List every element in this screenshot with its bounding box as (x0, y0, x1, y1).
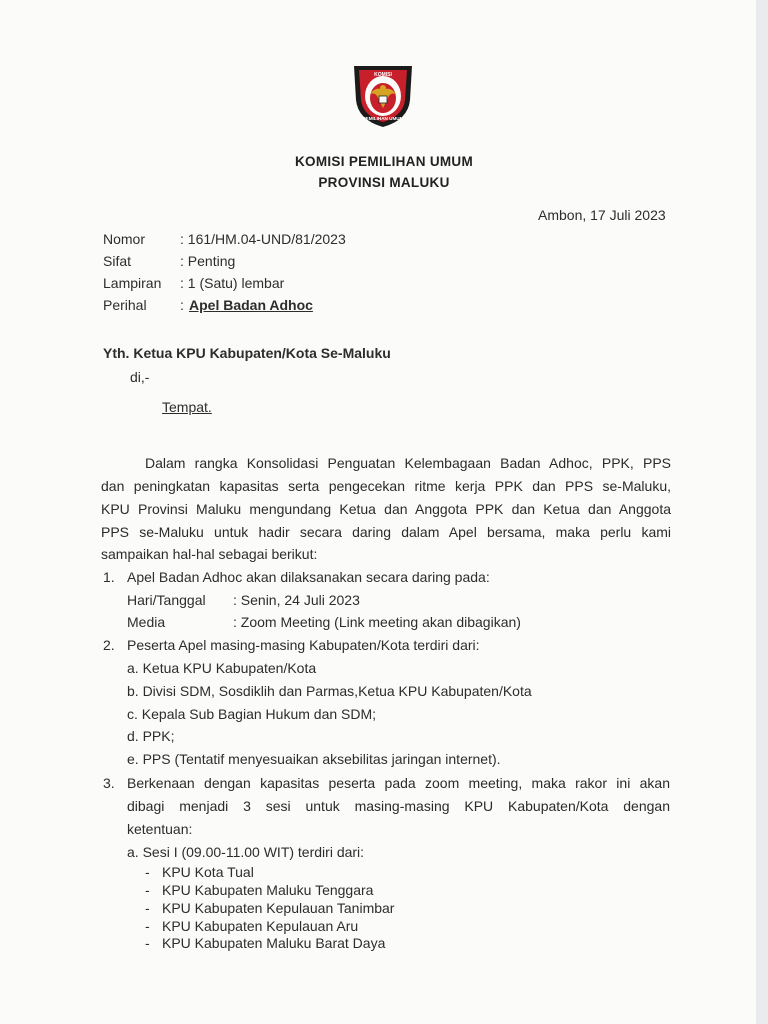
item-2-sub-a: a. Ketua KPU Kabupaten/Kota (127, 660, 317, 676)
item-2-sub-e: e. PPS (Tentatif menyesuaikan aksebilitas jaringan internet). (127, 751, 501, 767)
list-dash: - (145, 900, 150, 916)
item-3-line-2: dibagi menjadi 3 sesi untuk masing-masing KPU Kabupaten/Kota dengan (127, 798, 670, 814)
item-3-line-3: ketentuan: (127, 821, 193, 837)
item-3-number: 3. (103, 775, 115, 791)
paragraph-line-5: sampaikan hal-hal sebagai berikut: (101, 546, 318, 562)
list-dash: - (145, 882, 150, 898)
letter-date: Ambon, 17 Juli 2023 (538, 207, 666, 223)
meta-value-perihal: Apel Badan Adhoc (189, 297, 313, 313)
paragraph-line-1: Dalam rangka Konsolidasi Penguatan Kelembagaan Badan Adhoc, PPK, PPS (145, 455, 671, 471)
list-item: KPU Kabupaten Maluku Tenggara (162, 882, 374, 898)
item-1-detail-value-day: : Senin, 24 Juli 2023 (233, 592, 360, 608)
item-2-text: Peserta Apel masing-masing Kabupaten/Kota terdiri dari: (127, 637, 480, 653)
item-1-detail-value-media: : Zoom Meeting (Link meeting akan dibagikan) (233, 614, 521, 630)
paragraph-line-3: KPU Provinsi Maluku mengundang Ketua dan Anggota PPK dan Ketua dan Anggota (101, 501, 671, 517)
header-title-2: PROVINSI MALUKU (318, 175, 450, 190)
logo-top-text: KOMISI (374, 72, 392, 78)
list-dash: - (145, 935, 150, 951)
item-2-sub-d: d. PPK; (127, 728, 175, 744)
addressee-di: di,- (130, 369, 150, 385)
addressee-line: Yth. Ketua KPU Kabupaten/Kota Se-Maluku (103, 345, 391, 361)
meta-value-nomor: : 161/HM.04-UND/81/2023 (180, 231, 346, 247)
meta-label-lampiran: Lampiran (103, 275, 162, 291)
header-title-1: KOMISI PEMILIHAN UMUM (294, 154, 474, 169)
meta-label-nomor: Nomor (103, 231, 146, 247)
meta-label-sifat: Sifat (103, 253, 132, 269)
item-3-line-1: Berkenaan dengan kapasitas peserta pada zoom meeting, maka rakor ini akan (127, 775, 670, 791)
meta-colon-perihal: : (180, 297, 184, 313)
list-dash: - (145, 918, 150, 934)
list-item: KPU Kabupaten Kepulauan Tanimbar (162, 900, 395, 916)
logo-bottom-text: PEMILIHAN UMUM (362, 116, 404, 121)
list-item: KPU Kota Tual (162, 864, 254, 880)
paragraph-line-2: dan peningkatan kapasitas serta pengecekan ritme kerja PPK dan PPS se-Maluku, (101, 478, 671, 494)
addressee-tempat: Tempat. (162, 399, 212, 415)
meta-value-lampiran: : 1 (Satu) lembar (180, 275, 285, 291)
meta-label-perihal: Perihal (103, 297, 147, 313)
item-1-number: 1. (103, 569, 115, 585)
meta-value-sifat: : Penting (180, 253, 236, 269)
item-2-sub-c: c. Kepala Sub Bagian Hukum dan SDM; (127, 706, 377, 722)
item-2-sub-b: b. Divisi SDM, Sosdiklih dan Parmas,Ketua KPU Kabupaten/Kota (127, 683, 532, 699)
list-item: KPU Kabupaten Kepulauan Aru (162, 918, 359, 934)
item-3-session: a. Sesi I (09.00-11.00 WIT) terdiri dari: (127, 844, 365, 860)
list-dash: - (145, 864, 150, 880)
list-item: KPU Kabupaten Maluku Barat Daya (162, 935, 386, 951)
kpu-logo (346, 60, 420, 130)
paragraph-line-4: PPS se-Maluku untuk hadir secara daring dalam Apel bersama, maka perlu kami (101, 524, 671, 540)
item-1-text: Apel Badan Adhoc akan dilaksanakan secara daring pada: (127, 569, 490, 585)
item-1-detail-label-day: Hari/Tanggal (127, 592, 206, 608)
item-2-number: 2. (103, 637, 115, 653)
item-1-detail-label-media: Media (127, 614, 166, 630)
